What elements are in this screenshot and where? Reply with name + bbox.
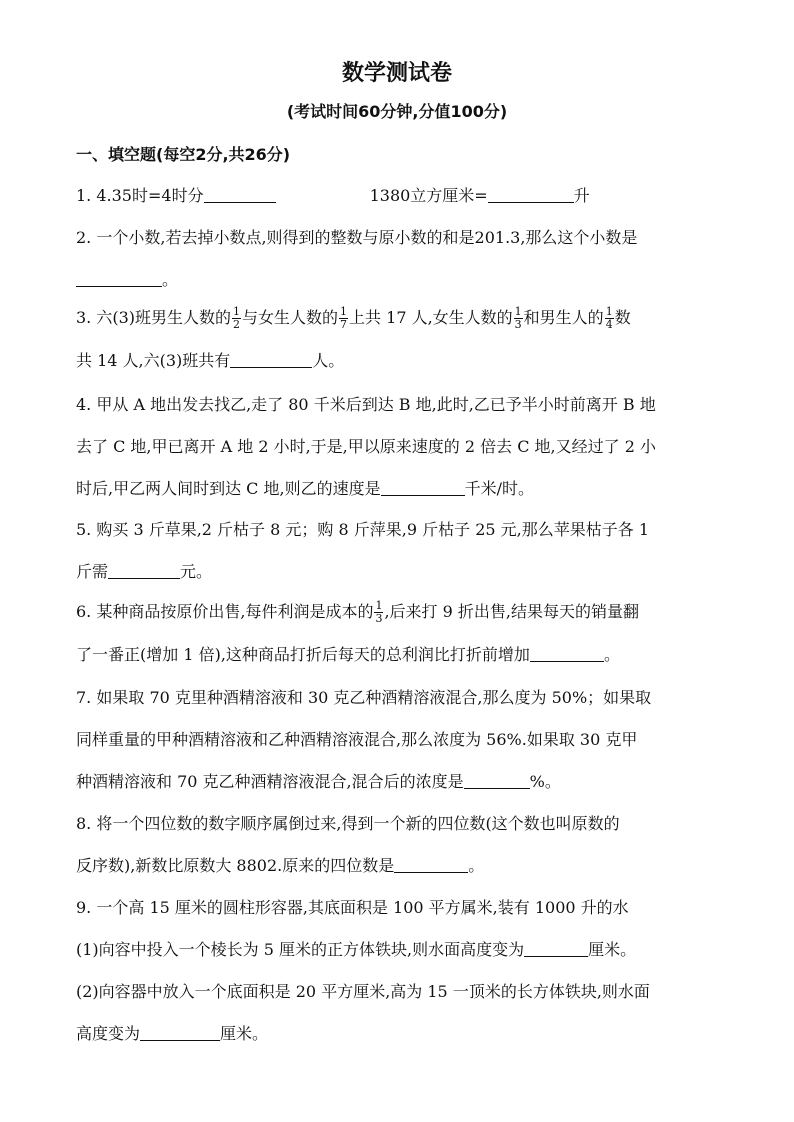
q1-text-c: 升 bbox=[573, 186, 590, 205]
fraction: $\frac{1}{3}$ bbox=[514, 305, 522, 331]
question-4-line-3 bbox=[76, 478, 724, 500]
answer-blank[interactable] bbox=[530, 645, 604, 662]
question-5-line-2 bbox=[76, 561, 724, 583]
fraction: $\frac{1}{4}$ bbox=[605, 305, 613, 331]
q6-l2a: 了一番正(增加 1 倍),这种商品打折后每天的总利润比打折前增加 bbox=[76, 645, 530, 664]
q1-text-a: 1. 4.35时=4时分 bbox=[76, 186, 204, 205]
q6-l2b: 。 bbox=[603, 645, 620, 664]
q6-l1a: 6. 某种商品按原价出售,每件利润是成本的 bbox=[76, 602, 374, 621]
q9-s3a: 高度变为 bbox=[76, 1024, 141, 1043]
q3-p3: 上共 17 人,女生人数的 bbox=[349, 308, 513, 327]
question-2-line-2 bbox=[76, 269, 724, 291]
question-8-line-1: 8. 将一个四位数的数字顺序属倒过来,得到一个新的四位数(这个数也叫原数的 bbox=[76, 814, 620, 833]
question-6-line-1 bbox=[76, 600, 724, 625]
q4-l3b: 千米/时。 bbox=[464, 479, 534, 498]
q2-end: 。 bbox=[162, 270, 179, 289]
exam-info: (考试时间60分钟,分值100分) bbox=[286, 102, 508, 121]
question-5-line-1: 5. 购买 3 斤草果,2 斤枯子 8 元；购 8 斤萍果,9 斤枯子 25 元,那么苹果枯子各 1 bbox=[76, 520, 649, 539]
question-9-sub-2-line-1: (2)向容器中放入一个底面积是 20 平方厘米,高为 15 一顶米的长方体铁块,则水面 bbox=[76, 982, 650, 1001]
q3-l2b: 人。 bbox=[312, 351, 345, 370]
q7-l3a: 种酒精溶液和 70 克乙种酒精溶液混合,混合后的浓度是 bbox=[76, 772, 464, 791]
q4-l3a: 时后,甲乙两人间时到达 C 地,则乙的速度是 bbox=[76, 479, 381, 498]
q3-p4: 和男生人的 bbox=[523, 308, 604, 327]
question-7-line-3 bbox=[76, 771, 724, 793]
q5-l2b: 元。 bbox=[180, 562, 213, 581]
q5-l2a: 斤需 bbox=[76, 562, 109, 581]
answer-blank[interactable] bbox=[140, 1024, 220, 1041]
section-heading: 一、填空题(每空2分,共26分) bbox=[76, 145, 291, 164]
fraction: $\frac{1}{2}$ bbox=[233, 305, 241, 331]
question-1 bbox=[76, 185, 724, 207]
answer-blank[interactable] bbox=[524, 940, 588, 957]
q1-text-b: 1380立方厘米= bbox=[369, 186, 488, 205]
q8-l2a: 反序数),新数比原数大 8802.原来的四位数是 bbox=[76, 856, 395, 875]
q6-l1b: ,后来打 9 折出售,结果每天的销量翻 bbox=[384, 602, 639, 621]
answer-blank[interactable] bbox=[230, 351, 312, 368]
question-4-line-2: 去了 C 地,甲已离开 A 地 2 小时,于是,甲以原来速度的 2 倍去 C 地,又经过了 2 小 bbox=[76, 437, 656, 456]
q3-l2a: 共 14 人,六(3)班共有 bbox=[76, 351, 231, 370]
q9-s3b: 厘米。 bbox=[220, 1024, 269, 1043]
question-9-sub-2-line-2 bbox=[76, 1023, 724, 1045]
q3-p1: 3. 六(3)班男生人数的 bbox=[76, 308, 232, 327]
answer-blank[interactable] bbox=[488, 186, 574, 203]
q3-p5: 数 bbox=[614, 308, 631, 327]
q9-s1b: 厘米。 bbox=[588, 940, 637, 959]
question-4-line-1: 4. 甲从 A 地出发去找乙,走了 80 千米后到达 B 地,此时,乙已予半小时前离开 B 地 bbox=[76, 395, 656, 414]
q3-p2: 与女生人数的 bbox=[242, 308, 339, 327]
answer-blank[interactable] bbox=[108, 562, 180, 579]
question-9-line-1: 9. 一个高 15 厘米的圆柱形容器,其底面积是 100 平方属米,装有 1000 升的水 bbox=[76, 898, 629, 917]
question-7-line-2: 同样重量的甲种酒精溶液和乙种酒精溶液混合,那么浓度为 56%.如果取 30 克甲 bbox=[76, 730, 638, 749]
question-9-sub-1 bbox=[76, 939, 724, 961]
answer-blank[interactable] bbox=[464, 772, 530, 789]
answer-blank[interactable] bbox=[394, 856, 468, 873]
question-3-line-2 bbox=[76, 350, 724, 372]
question-8-line-2 bbox=[76, 855, 724, 877]
answer-blank[interactable] bbox=[204, 186, 276, 203]
answer-blank[interactable] bbox=[381, 479, 465, 496]
question-6-line-2 bbox=[76, 644, 724, 666]
question-7-line-1: 7. 如果取 70 克里种酒精溶液和 30 克乙种酒精溶液混合,那么度为 50%；如果取 bbox=[76, 688, 652, 707]
q8-l2b: 。 bbox=[468, 856, 485, 875]
fraction: $\frac{1}{3}$ bbox=[375, 599, 383, 625]
q7-l3b: %。 bbox=[529, 772, 561, 791]
fraction: $\frac{1}{7}$ bbox=[340, 305, 348, 331]
q9-s1a: (1)向容中投入一个棱长为 5 厘米的正方体铁块,则水面高度变为 bbox=[76, 940, 525, 959]
question-3-line-1 bbox=[76, 306, 724, 331]
answer-blank[interactable] bbox=[76, 270, 162, 287]
page-title: 数学测试卷 bbox=[341, 61, 452, 86]
question-2-line-1: 2. 一个小数,若去掉小数点,则得到的整数与原小数的和是201.3,那么这个小数是 bbox=[76, 228, 638, 247]
